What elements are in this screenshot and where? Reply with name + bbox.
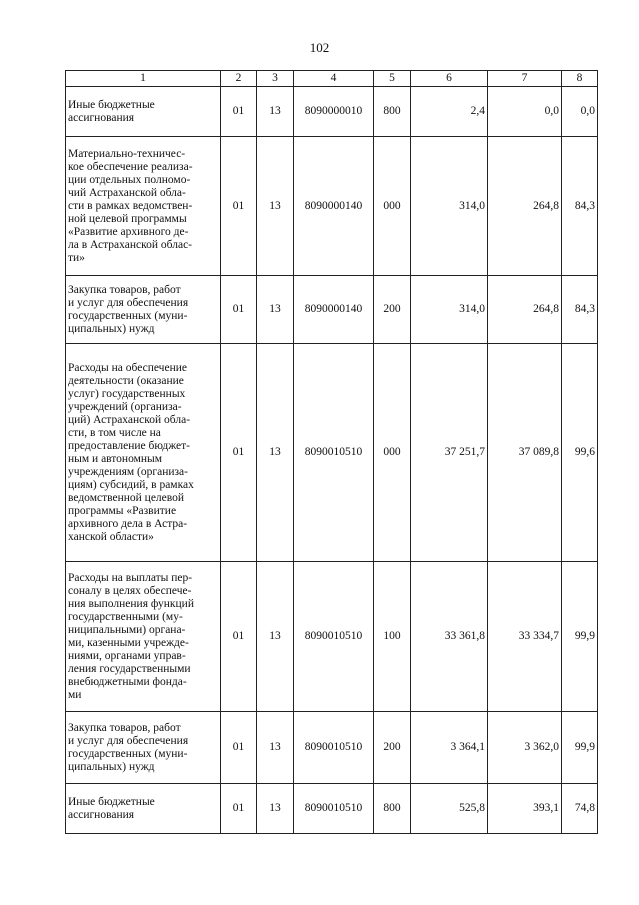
target-code: 8090000010 — [294, 87, 374, 137]
column-number-row — [66, 71, 598, 87]
expense-type-code: 000 — [374, 137, 411, 276]
actual-amount: 264,8 — [488, 276, 562, 344]
column-header: 3 — [257, 71, 294, 87]
actual-amount: 3 362,0 — [488, 712, 562, 784]
target-code: 8090010510 — [294, 712, 374, 784]
table-row — [66, 276, 598, 344]
table-row — [66, 137, 598, 276]
planned-amount: 37 251,7 — [411, 344, 488, 562]
target-code: 8090010510 — [294, 562, 374, 712]
chapter-code: 01 — [221, 712, 257, 784]
planned-amount: 33 361,8 — [411, 562, 488, 712]
execution-percent: 0,0 — [562, 87, 598, 137]
row-description: Расходы на обеспечение деятельности (оказание услуг) государственных учреждений (организа- ций) Астраханской обла- сти, в том числе на предоставление бюджет- ным и автономным учреждениям (организа- циям) субсидий, в рамках ведомственной целевой программы «Развитие архивного дела в Астра- ханской области» — [66, 344, 221, 562]
row-description: Материально-техничес- кое обеспечение реализа- ции отдельных полномо- чий Астраханской обла- сти в рамках ведомствен- ной целевой программы «Развитие архивного де- ла в Астраханской облас- ти» — [66, 137, 221, 276]
actual-amount: 264,8 — [488, 137, 562, 276]
section-code: 13 — [257, 87, 294, 137]
actual-amount: 393,1 — [488, 784, 562, 834]
planned-amount: 314,0 — [411, 137, 488, 276]
column-header: 4 — [294, 71, 374, 87]
row-description: Закупка товаров, работ и услуг для обеспечения государственных (муни- ципальных) нужд — [66, 276, 221, 344]
chapter-code: 01 — [221, 344, 257, 562]
execution-percent: 74,8 — [562, 784, 598, 834]
column-header: 6 — [411, 71, 488, 87]
expense-type-code: 200 — [374, 712, 411, 784]
chapter-code: 01 — [221, 137, 257, 276]
column-header: 2 — [221, 71, 257, 87]
row-description: Расходы на выплаты пер- соналу в целях обеспече- ния выполнения функций государственными (му- ниципальными) органа- ми, казенными учрежде- ниями, органами управ- ления государственными внебюджетными фонда- ми — [66, 562, 221, 712]
chapter-code: 01 — [221, 276, 257, 344]
planned-amount: 314,0 — [411, 276, 488, 344]
target-code: 8090000140 — [294, 137, 374, 276]
table-row — [66, 562, 598, 712]
actual-amount: 0,0 — [488, 87, 562, 137]
column-header: 8 — [562, 71, 598, 87]
page-number: 102 — [309, 40, 330, 55]
table-row — [66, 344, 598, 562]
column-header: 5 — [374, 71, 411, 87]
table-row — [66, 784, 598, 834]
target-code: 8090000140 — [294, 276, 374, 344]
expense-type-code: 800 — [374, 784, 411, 834]
execution-percent: 99,9 — [562, 562, 598, 712]
section-code: 13 — [257, 276, 294, 344]
budget-table — [65, 70, 598, 834]
column-header: 1 — [66, 71, 221, 87]
chapter-code: 01 — [221, 562, 257, 712]
target-code: 8090010510 — [294, 344, 374, 562]
section-code: 13 — [257, 562, 294, 712]
chapter-code: 01 — [221, 784, 257, 834]
section-code: 13 — [257, 344, 294, 562]
expense-type-code: 200 — [374, 276, 411, 344]
expense-type-code: 100 — [374, 562, 411, 712]
execution-percent: 84,3 — [562, 137, 598, 276]
target-code: 8090010510 — [294, 784, 374, 834]
actual-amount: 33 334,7 — [488, 562, 562, 712]
row-description: Закупка товаров, работ и услуг для обеспечения государственных (муни- ципальных) нужд — [66, 712, 221, 784]
row-description: Иные бюджетные ассигнования — [66, 784, 221, 834]
expense-type-code: 800 — [374, 87, 411, 137]
column-header: 7 — [488, 71, 562, 87]
section-code: 13 — [257, 712, 294, 784]
section-code: 13 — [257, 784, 294, 834]
planned-amount: 3 364,1 — [411, 712, 488, 784]
table-row — [66, 712, 598, 784]
table-row — [66, 87, 598, 137]
chapter-code: 01 — [221, 87, 257, 137]
execution-percent: 84,3 — [562, 276, 598, 344]
execution-percent: 99,6 — [562, 344, 598, 562]
execution-percent: 99,9 — [562, 712, 598, 784]
planned-amount: 525,8 — [411, 784, 488, 834]
row-description: Иные бюджетные ассигнования — [66, 87, 221, 137]
expense-type-code: 000 — [374, 344, 411, 562]
planned-amount: 2,4 — [411, 87, 488, 137]
actual-amount: 37 089,8 — [488, 344, 562, 562]
section-code: 13 — [257, 137, 294, 276]
